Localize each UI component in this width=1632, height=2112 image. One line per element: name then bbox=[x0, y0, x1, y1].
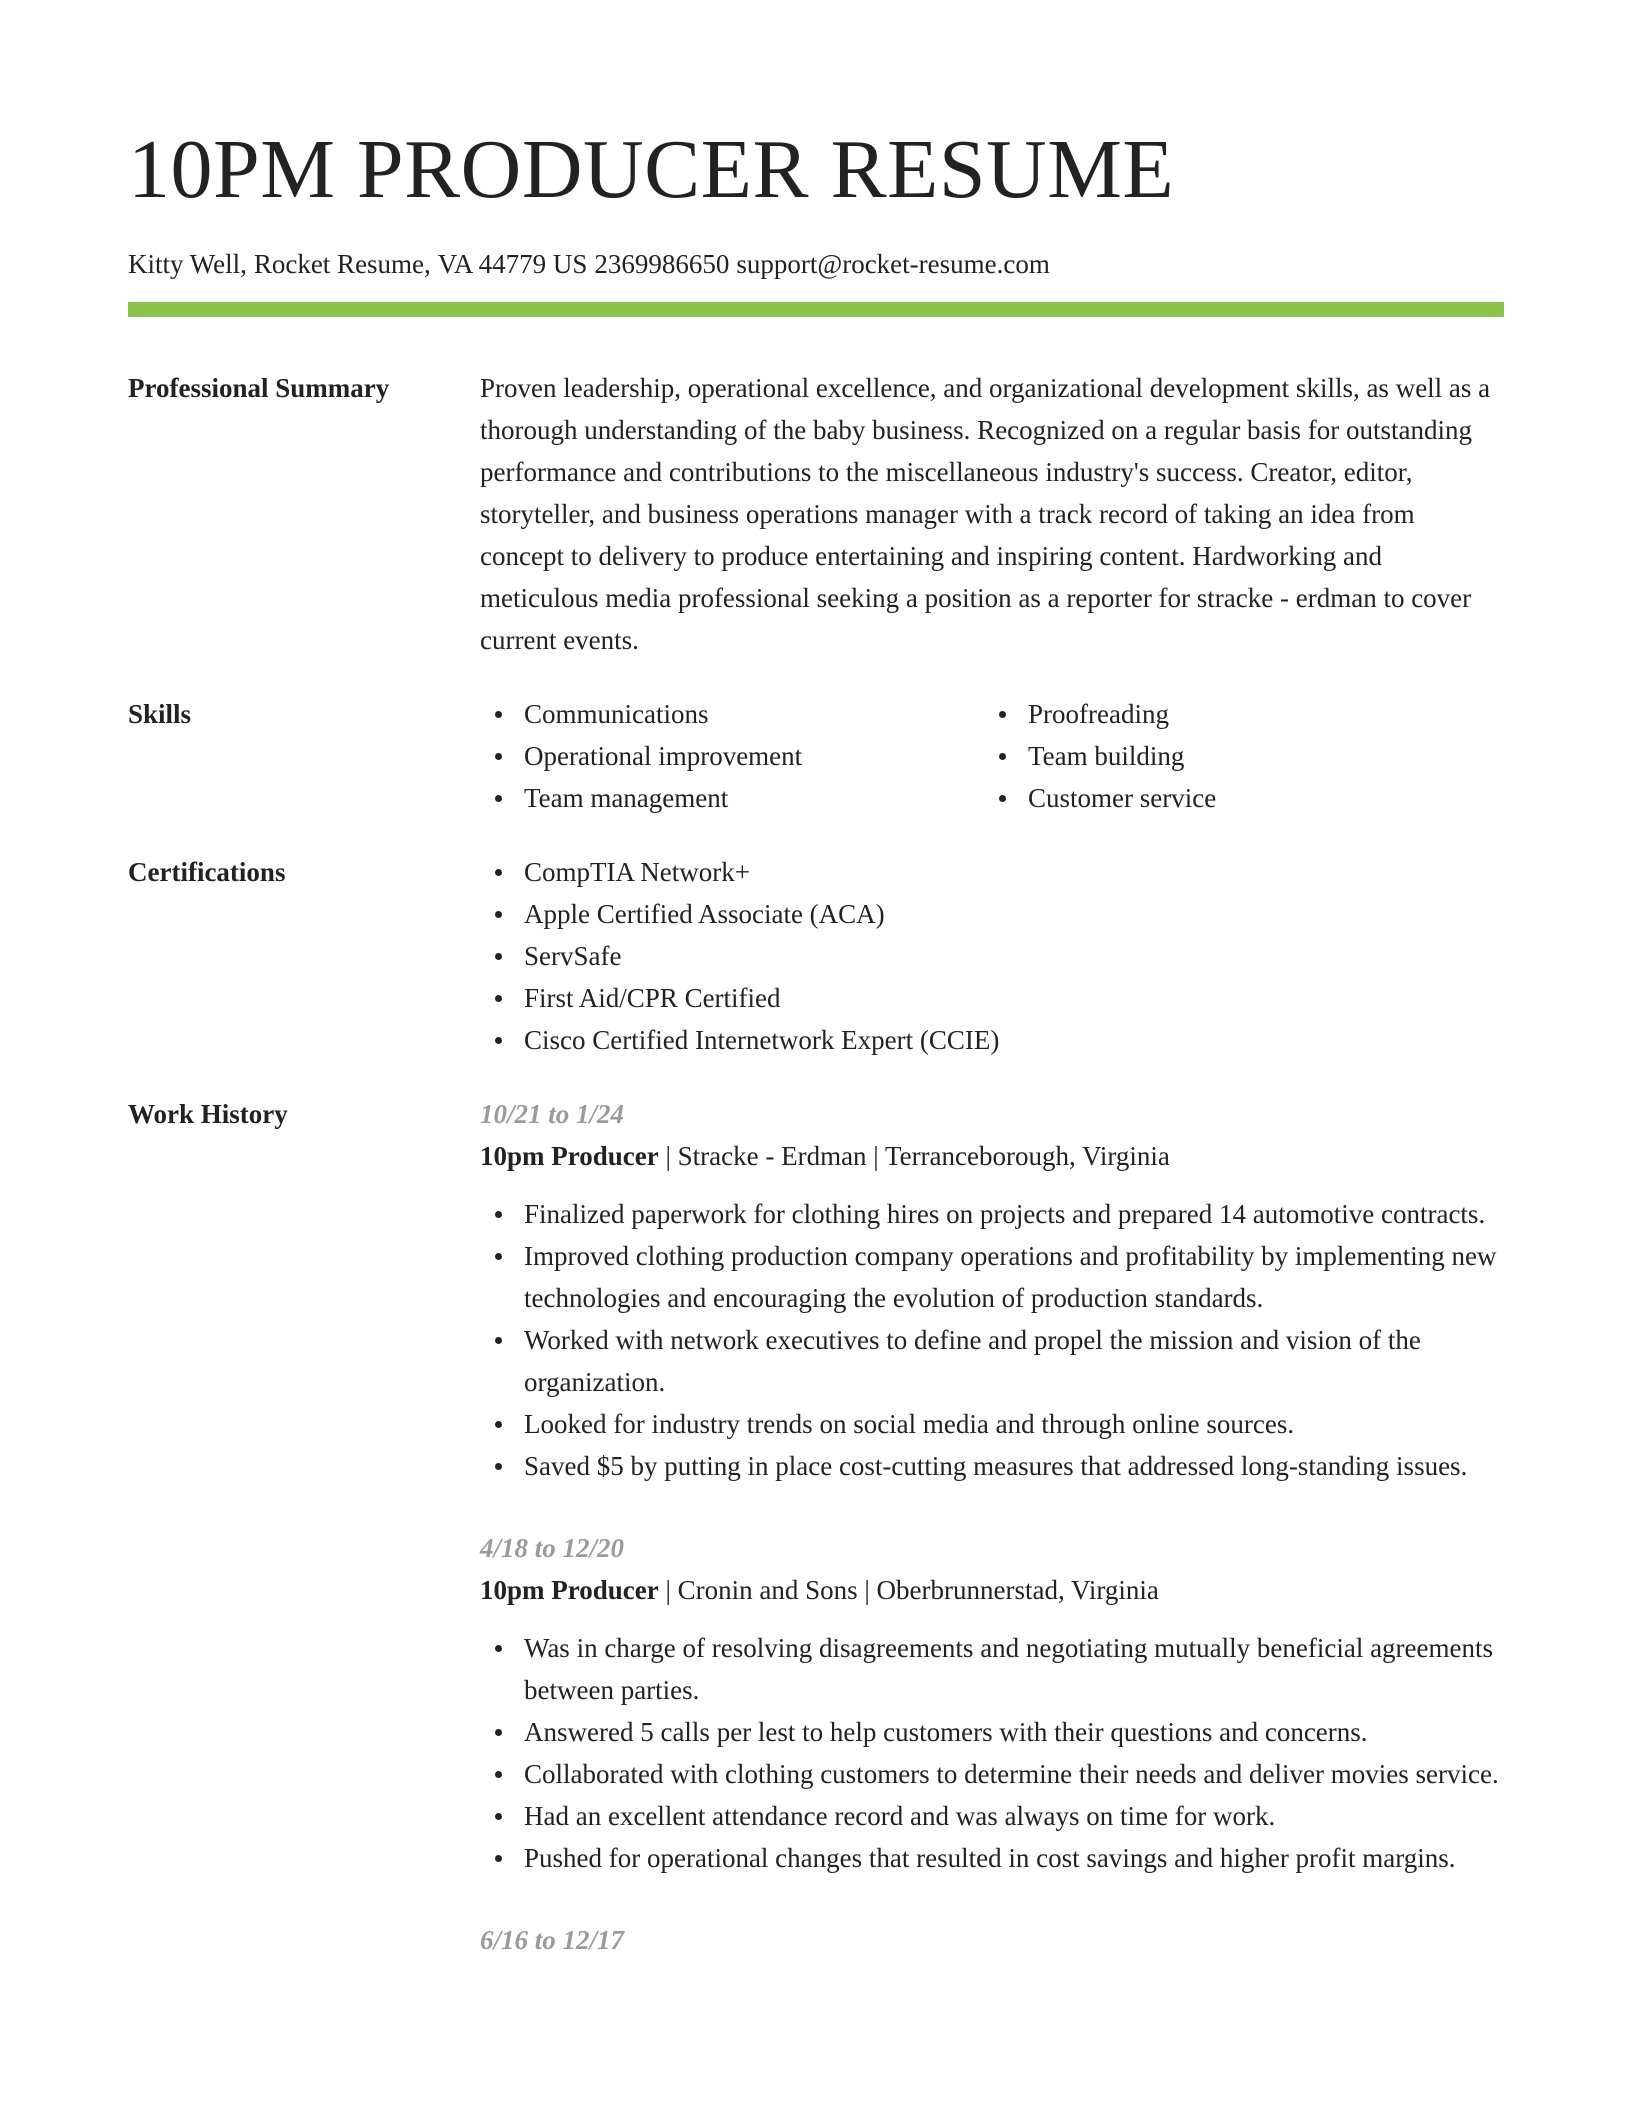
job-bullets bbox=[480, 1193, 1504, 1487]
job-bullet: Pushed for operational changes that resulted in cost savings and higher profit margins. bbox=[480, 1837, 1504, 1879]
skills-list-right bbox=[984, 693, 1488, 819]
job-dates: 10/21 to 1/24 bbox=[480, 1099, 625, 1129]
skill-item: Communications bbox=[480, 693, 984, 735]
job-heading bbox=[480, 1135, 1504, 1177]
job-entry bbox=[480, 1093, 1504, 1487]
job-bullet: Worked with network executives to define and propel the mission and vision of the organization. bbox=[480, 1319, 1504, 1403]
certifications-label: Certifications bbox=[128, 857, 286, 887]
skills-section bbox=[128, 693, 1504, 819]
contact-company: Rocket Resume, bbox=[253, 249, 431, 279]
job-bullet: Finalized paperwork for clothing hires on projects and prepared 14 automotive contracts. bbox=[480, 1193, 1504, 1235]
job-dates: 6/16 to 12/17 bbox=[480, 1925, 625, 1955]
certification-item: Cisco Certified Internetwork Expert (CCIE) bbox=[480, 1019, 1504, 1061]
contact-location: VA 44779 US bbox=[437, 249, 588, 279]
job-title: 10pm Producer bbox=[480, 1141, 659, 1171]
certifications-section bbox=[128, 851, 1504, 1061]
skills-list-left bbox=[480, 693, 984, 819]
job-heading bbox=[480, 1569, 1504, 1611]
certification-item: CompTIA Network+ bbox=[480, 851, 1504, 893]
skill-item: Proofreading bbox=[984, 693, 1488, 735]
certifications-list bbox=[480, 851, 1504, 1061]
skill-item: Team management bbox=[480, 777, 984, 819]
skill-item: Team building bbox=[984, 735, 1488, 777]
job-bullet: Was in charge of resolving disagreements and negotiating mutually beneficial agreements between parties. bbox=[480, 1627, 1504, 1711]
job-entry bbox=[480, 1919, 1504, 1961]
accent-divider bbox=[128, 302, 1504, 317]
skill-item: Operational improvement bbox=[480, 735, 984, 777]
job-dates: 4/18 to 12/20 bbox=[480, 1533, 625, 1563]
job-entry bbox=[480, 1527, 1504, 1879]
skill-item: Customer service bbox=[984, 777, 1488, 819]
certifications-body bbox=[480, 851, 1504, 1061]
job-bullet: Saved $5 by putting in place cost-cutting measures that addressed long-standing issues. bbox=[480, 1445, 1504, 1487]
work-history-body bbox=[480, 1093, 1504, 2001]
contact-email: support@rocket-resume.com bbox=[736, 249, 1050, 279]
certification-item: First Aid/CPR Certified bbox=[480, 977, 1504, 1019]
job-bullet: Improved clothing production company operations and profitability by implementing new technologies and encouraging the evolution of production standards. bbox=[480, 1235, 1504, 1319]
summary-label: Professional Summary bbox=[128, 373, 390, 403]
work-history-label: Work History bbox=[128, 1099, 288, 1129]
job-bullet: Collaborated with clothing customers to determine their needs and deliver movies service. bbox=[480, 1753, 1504, 1795]
resume-page bbox=[128, 120, 1504, 2001]
contact-line bbox=[128, 248, 1504, 280]
resume-title: 10PM PRODUCER RESUME bbox=[128, 123, 1175, 216]
certification-item: ServSafe bbox=[480, 935, 1504, 977]
job-bullets bbox=[480, 1627, 1504, 1879]
summary-text: Proven leadership, operational excellence, and organizational development skills, as well as a thorough understanding of the baby business. Recognized on a regular basis for outstanding performance and contributions to the miscellaneous industry's success. Creator, editor, storyteller, and business operations manager with a track record of taking an idea from concept to delivery to produce entertaining and inspiring content. Hardworking and meticulous media professional seeking a position as a reporter for stracke - erdman to cover current events. bbox=[480, 373, 1491, 655]
job-title: 10pm Producer bbox=[480, 1575, 659, 1605]
job-bullet: Had an excellent attendance record and was always on time for work. bbox=[480, 1795, 1504, 1837]
job-bullet: Answered 5 calls per lest to help customers with their questions and concerns. bbox=[480, 1711, 1504, 1753]
contact-name: Kitty Well, bbox=[128, 249, 247, 279]
job-bullet: Looked for industry trends on social media and through online sources. bbox=[480, 1403, 1504, 1445]
job-details: | Stracke - Erdman | Terranceborough, Virginia bbox=[658, 1141, 1170, 1171]
certification-item: Apple Certified Associate (ACA) bbox=[480, 893, 1504, 935]
work-history-section bbox=[128, 1093, 1504, 2001]
job-details: | Cronin and Sons | Oberbrunnerstad, Virginia bbox=[658, 1575, 1159, 1605]
skills-label: Skills bbox=[128, 699, 192, 729]
contact-phone: 2369986650 bbox=[594, 249, 730, 279]
summary-section bbox=[128, 367, 1504, 661]
skills-grid bbox=[480, 693, 1504, 819]
